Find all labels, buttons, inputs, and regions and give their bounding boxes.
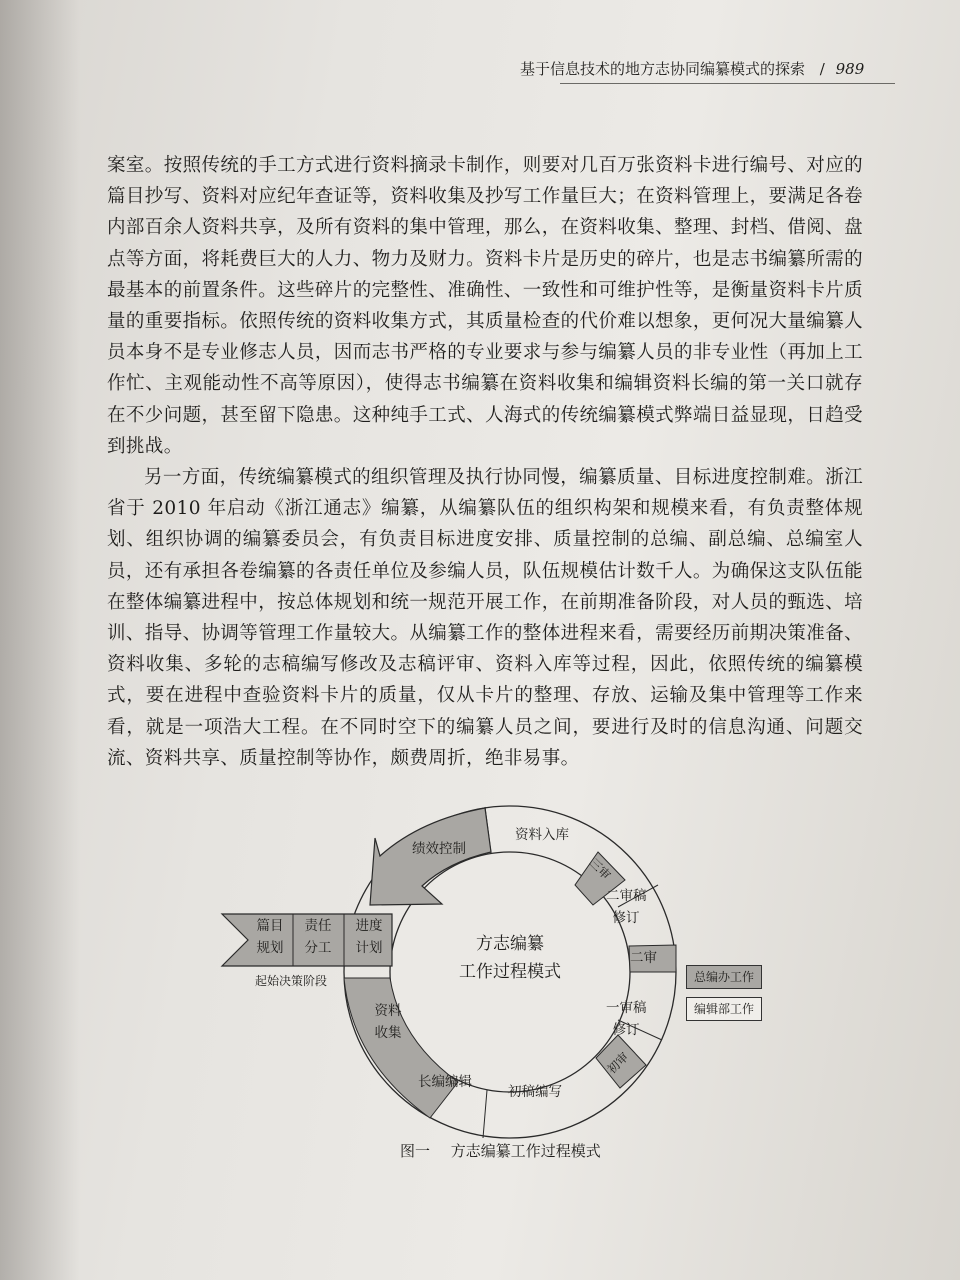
label-first-review: 初审 bbox=[604, 1049, 632, 1077]
figure-caption bbox=[400, 1140, 601, 1161]
header-title: 基于信息技术的地方志协同编纂模式的探索 bbox=[520, 60, 806, 78]
label-second-review: 二审 bbox=[630, 950, 657, 966]
label-long-edit: 长编编辑 bbox=[418, 1074, 472, 1090]
label-performance: 绩效控制 bbox=[412, 841, 466, 857]
label-second-revision: 二审稿 修订 bbox=[606, 888, 647, 926]
paragraph-1: 案室。按照传统的手工方式进行资料摘录卡制作，则要对几百万张资料卡进行编号、对应的篇目抄写、资料对应纪年查证等，资料收集及抄写工作量巨大；在资料管理上，要满足各卷内部百余人资料共享，及所有资料的集中管理，那么，在资料收集、整理、封档、借阅、盘点等方面，将耗费巨大的人力、物力及财力。资料卡片是历史的碎片，也是志书编纂所需的最基本的前置条件。这些碎片的完整性、准确性、一致性和可维护性等，是衡量资料卡片质量的重要指标。依照传统的资料收集方式，其质量检查的代价难以想象，更何况大量编纂人员本身不是专业修志人员，因而志书严格的专业要求与参与编纂人员的非专业性（再加上工作忙、主观能动性不高等原因），使得志书编纂在资料收集和编辑资料长编的第一关口就存在不少问题，甚至留下隐患。这种纯手工式、人海式的传统编纂模式弊端日益显现，日趋受到挑战。 bbox=[107, 155, 864, 457]
label-first-draft: 初稿编写 bbox=[508, 1084, 562, 1100]
arrow-item-schedule: 进度 计划 bbox=[355, 918, 383, 956]
header-separator: / bbox=[819, 60, 825, 78]
arrow-item-outline: 篇目 规划 bbox=[256, 918, 284, 956]
page-number: 989 bbox=[835, 60, 865, 78]
label-warehousing: 资料入库 bbox=[515, 827, 569, 843]
divider bbox=[483, 1090, 487, 1138]
legend-editorial-office: 总编办工作 bbox=[686, 965, 762, 989]
arrow-caption: 起始决策阶段 bbox=[255, 974, 328, 988]
arrow-item-responsibility: 责任 分工 bbox=[304, 918, 332, 956]
diagram-center-title: 方志编纂 工作过程模式 bbox=[459, 934, 561, 982]
paragraph-2: 另一方面，传统编纂模式的组织管理及执行协同慢，编纂质量、目标进度控制难。浙江省于 2010 年启动《浙江通志》编纂，从编纂队伍的组织构架和规模来看，有负责整体规划、组织协调的编纂委员会，有负责目标进度安排、质量控制的总编、副总编、总编室人员，还有承担各卷编纂的各责任单位及参编人员，队伍规模估计数千人。为确保这支队伍能在整体编纂进程中，按总体规划和统一规范开展工作，在前期准备阶段，对人员的甄选、培训、指导、协调等管理工作量较大。从编纂工作的整体进程来看，需要经历前期决策准备、资料收集、多轮的志稿编写修改及志稿评审、资料入库等过程，因此，依照传统的编纂模式，要在进程中查验资料卡片的质量，仅从卡片的整理、存放、运输及集中管理等工作来看，就是一项浩大工程。在不同时空下的编纂人员之间，要进行及时的信息沟通、问题交流、资料共享、质量控制等协作，颇费周折，绝非易事。 bbox=[107, 467, 864, 769]
legend-editorial-dept: 编辑部工作 bbox=[686, 997, 762, 1021]
label-first-revision: 一审稿 修订 bbox=[606, 1000, 647, 1038]
caption-number: 图一 bbox=[400, 1142, 431, 1160]
label-third-review: 三审 bbox=[586, 855, 614, 883]
caption-text: 方志编纂工作过程模式 bbox=[450, 1142, 601, 1160]
label-collect: 资料 收集 bbox=[374, 1003, 402, 1041]
